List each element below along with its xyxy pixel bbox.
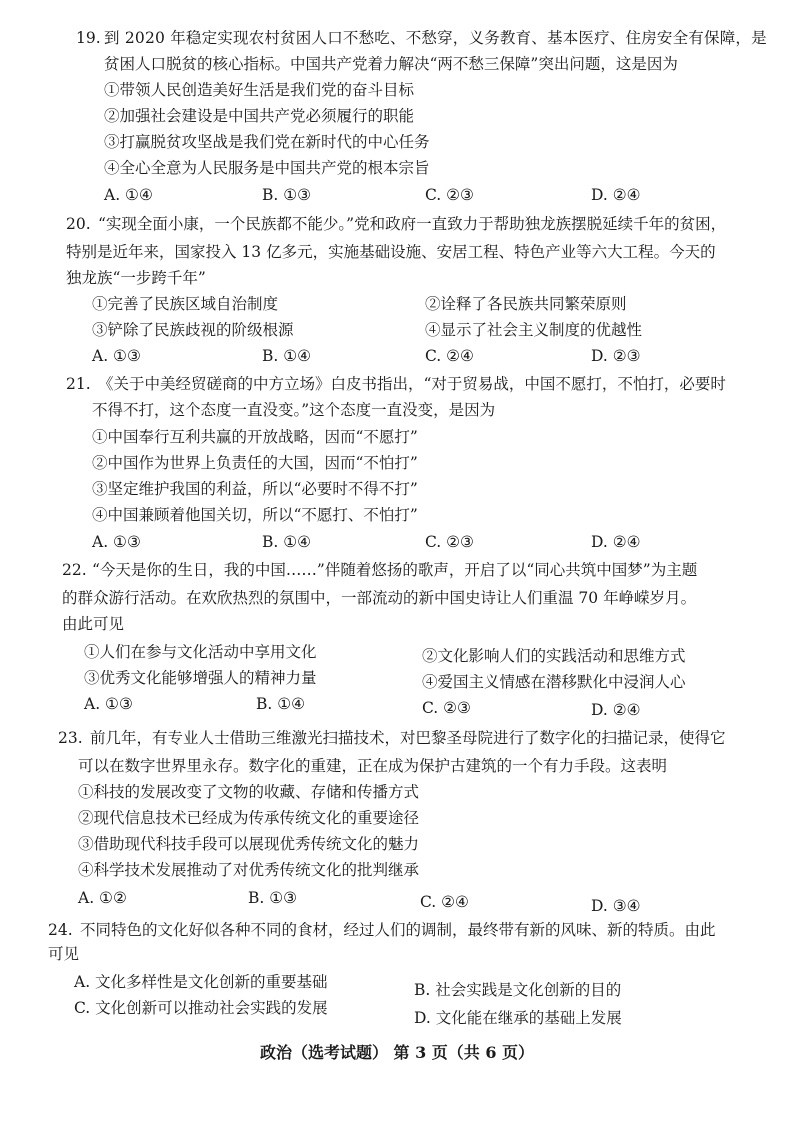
page-footer: 政治（选考试题） 第 3 页（共 6 页）	[259, 1043, 535, 1062]
option-d: D. 文化能在继承的基础上发展	[414, 1009, 622, 1027]
option-b: B. 社会实践是文化创新的目的	[414, 981, 622, 999]
question-stem-line: 不得不打，这个态度一直没变。”这个态度一直没变，是因为	[92, 401, 496, 419]
option-c: C. ②③	[425, 533, 474, 551]
question-stem-line: 可以在数字世界里永存。数字化的重建，正在成为保护古建筑的一个有力手段。这表明	[78, 757, 668, 775]
question-number: 20.	[66, 215, 91, 233]
option-c: C. ②④	[420, 893, 469, 911]
option-b: B. ①④	[256, 695, 306, 713]
statement-2: ②现代信息技术已经成为传承传统文化的重要途径	[78, 809, 420, 827]
option-a: A. ①④	[104, 186, 153, 204]
statement-2: ②加强社会建设是中国共产党必须履行的职能	[104, 107, 415, 125]
statement-4: ④科学技术发展推动了对优秀传统文化的批判继承	[78, 861, 420, 879]
statement-2: ②诠释了各民族共同繁荣原则	[425, 295, 627, 313]
question-number: 23.	[58, 729, 83, 747]
question-stem-line: 独龙族“一步跨千年”	[66, 269, 206, 287]
statement-1: ①人们在参与文化活动中享用文化	[84, 643, 317, 661]
option-c: C. ②③	[422, 699, 471, 717]
option-c: C. ②④	[425, 347, 474, 365]
option-d: D. ③④	[591, 897, 641, 915]
option-a: A. ①③	[92, 347, 141, 365]
statement-3: ③打赢脱贫攻坚战是我们党在新时代的中心任务	[104, 133, 430, 151]
question-number: 24.	[48, 921, 73, 939]
option-c: C. 文化创新可以推动社会实践的发展	[74, 999, 328, 1017]
statement-4: ④显示了社会主义制度的优越性	[425, 321, 643, 339]
question-stem-line: 特别是近年来，国家投入 13 亿多元，实施基础设施、安居工程、特色产业等六大工程。今天的	[66, 243, 716, 261]
statement-4: ④爱国主义情感在潜移默化中浸润人心	[422, 673, 686, 691]
statement-3: ③铲除了民族歧视的阶级根源	[92, 321, 294, 339]
statement-3: ③坚定维护我国的利益，所以“必要时不得不打”	[92, 480, 418, 498]
option-d: D. ②④	[591, 186, 641, 204]
question-stem-line: “实现全面小康，一个民族都不能少。”党和政府一直致力于帮助独龙族摆脱延续千年的贫困，	[98, 215, 727, 233]
option-a: A. ①②	[78, 889, 127, 907]
statement-4: ④中国兼顾着他国关切，所以“不愿打、不怕打”	[92, 506, 418, 524]
option-b: B. ①④	[262, 347, 312, 365]
question-number: 19.	[76, 29, 101, 47]
question-number: 22.	[62, 561, 87, 579]
statement-1: ①中国奉行互利共赢的开放战略，因而“不愿打”	[92, 428, 418, 446]
statement-4: ④全心全意为人民服务是中国共产党的根本宗旨	[104, 159, 430, 177]
question-stem-line: 不同特色的文化好似各种不同的食材，经过人们的调制，最终带有新的风味、新的特质。由此	[80, 921, 716, 939]
option-a: A. ①③	[84, 695, 133, 713]
statement-1: ①完善了民族区域自治制度	[92, 295, 279, 313]
question-stem-line: 的群众游行活动。在欢欣热烈的氛围中，一部流动的新中国史诗让人们重温 70 年峥嵘岁月。	[62, 589, 697, 607]
option-d: D. ②④	[591, 701, 641, 719]
question-stem-line: 《关于中美经贸磋商的中方立场》白皮书指出，“对于贸易战，中国不愿打，不怕打，必要时	[98, 375, 726, 393]
statement-1: ①科技的发展改变了文物的收藏、存储和传播方式	[78, 783, 420, 801]
question-stem-line: 贫困人口脱贫的核心指标。中国共产党着力解决“两不愁三保障”突出问题，这是因为	[104, 55, 678, 73]
question-number: 21.	[66, 375, 91, 393]
option-b: B. ①③	[248, 889, 298, 907]
option-a: A. ①③	[92, 533, 141, 551]
question-stem-line: “今天是你的生日，我的中国……”伴随着悠扬的歌声，开启了以“同心共筑中国梦”为主题	[92, 561, 698, 579]
option-d: D. ②③	[591, 347, 641, 365]
option-d: D. ②④	[591, 533, 641, 551]
question-stem-line: 由此可见	[62, 615, 125, 633]
option-b: B. ①④	[262, 533, 312, 551]
question-stem-line: 到 2020 年稳定实现农村贫困人口不愁吃、不愁穿，义务教育、基本医疗、住房安全有保障，是	[104, 29, 767, 47]
statement-2: ②文化影响人们的实践活动和思维方式	[422, 647, 686, 665]
question-stem-line: 可见	[48, 945, 80, 963]
statement-3: ③借助现代科技手段可以展现优秀传统文化的魅力	[78, 835, 420, 853]
question-stem-line: 前几年，有专业人士借助三维激光扫描技术，对巴黎圣母院进行了数字化的扫描记录，使得它	[90, 729, 726, 747]
option-c: C. ②③	[425, 186, 474, 204]
statement-1: ①带领人民创造美好生活是我们党的奋斗目标	[104, 81, 415, 99]
option-a: A. 文化多样性是文化创新的重要基础	[74, 973, 328, 991]
statement-2: ②中国作为世界上负责任的大国，因而“不怕打”	[92, 454, 418, 472]
option-b: B. ①③	[262, 186, 312, 204]
statement-3: ③优秀文化能够增强人的精神力量	[84, 669, 317, 687]
